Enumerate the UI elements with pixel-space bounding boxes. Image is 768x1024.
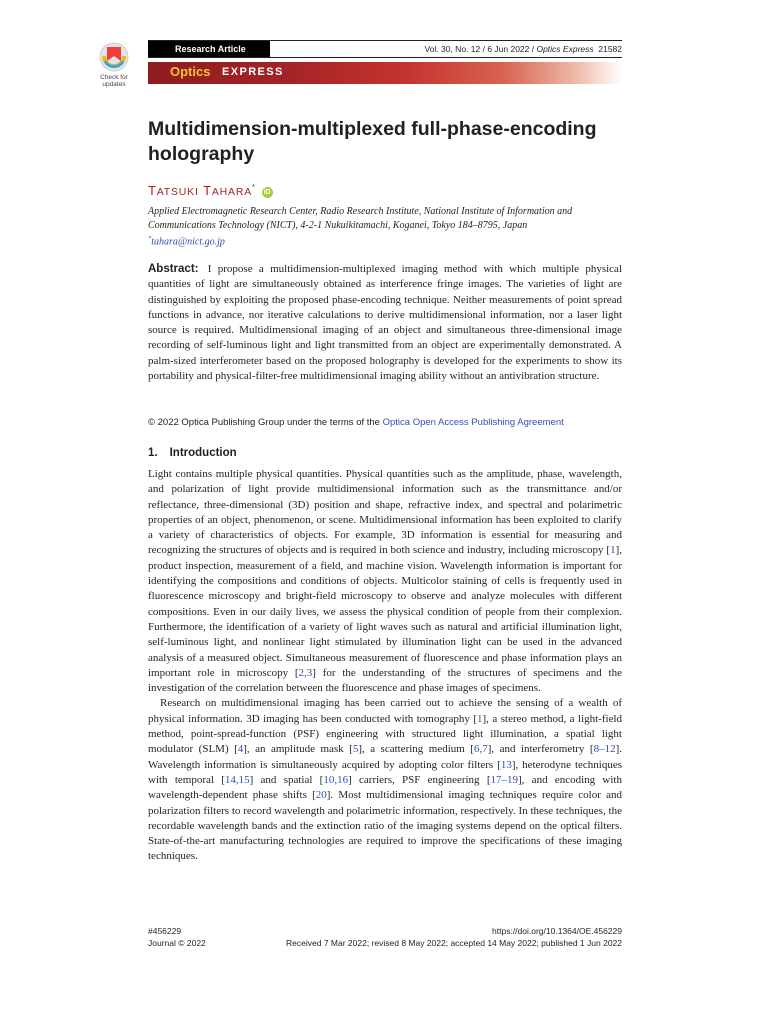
footer-row xyxy=(148,937,622,949)
open-access-agreement-link[interactable]: Optica Open Access Publishing Agreement xyxy=(382,417,564,428)
article-title: Multidimension-multiplexed full-phase-encoding holography xyxy=(148,118,597,165)
section-number: 1. xyxy=(148,447,158,459)
citation-link[interactable]: 1 xyxy=(610,544,616,557)
citation-journal: Optics Express xyxy=(536,44,594,54)
citation-link[interactable]: 2,3 xyxy=(298,666,313,679)
abstract-label: Abstract: xyxy=(148,263,199,275)
text-run: ]. Wavelength information is simultaneously acquired by adopting color filters [ xyxy=(148,743,623,771)
citation-link[interactable]: 10,16 xyxy=(323,773,349,786)
citation xyxy=(424,41,622,57)
citation-link[interactable]: 14,15 xyxy=(224,773,250,786)
text-run: ], and interferometry [ xyxy=(487,743,594,756)
citation-link[interactable]: 8–12 xyxy=(593,743,616,756)
paragraph xyxy=(148,696,622,864)
text-run: ], heterodyne techniques with temporal [ xyxy=(148,758,622,786)
citation-link[interactable]: 13 xyxy=(500,758,512,771)
crossmark-label: Check for updates xyxy=(100,74,128,88)
copyright-notice xyxy=(148,416,624,429)
doi-link[interactable]: https://doi.org/10.1364/OE.456229 xyxy=(492,926,622,936)
email-marker: * xyxy=(148,235,152,242)
text-run: Research on multidimensional imaging has been carried out to achieve the sensing of a wealth of physical information. 3D imaging has been conducted with tomography [ xyxy=(148,697,622,725)
text-run: ] carriers, PSF engineering [ xyxy=(348,773,491,786)
page-footer xyxy=(148,925,622,949)
orcid-icon[interactable]: iD xyxy=(263,189,271,196)
citation-link[interactable]: 1 xyxy=(477,712,483,725)
citation-volume: Vol. 30, No. 12 / 6 Jun 2022 / xyxy=(424,44,537,54)
text-run: ], an amplitude mask [ xyxy=(243,743,353,756)
abstract-text: I propose a multidimension-multiplexed imaging method with which multiple physical quantities of light are simultaneously obtained as interference fringe images. The varieties of light are distinguished by exploiting the proposed phase-encoding technique. Neither measurements of point spread functions in advance, nor iterative calculations to derive multidimensional information, nor a laser light source is required. Multidimensional imaging of an object and simultaneous three-dimensional image recording of self-luminous light and light transmitted from an object are experimentally demonstrated. A palm-sized interferometer based on the proposed holography is developed for the experiments to show its portability and physical-filter-free multidimensional imaging ability without an antivibration structure. xyxy=(148,263,622,383)
text-run: ], product inspection, measurement of a field, and machine vision. Wavelength information is important for identifying the compositions and conditions of objects. Multicolor staining of cells is frequently used in fluorescence microscopy and bright-field microscopy to observe and analyze molecules with different compositions. Even in our daily lives, we assess the physical condition of people from their complexion. Furthermore, the identification of a variety of light waves such as natural and artificial illumination light, self-luminous light, and nonlinear light stimulated by illumination light can be used in the advanced analysis of a measured object. Simultaneous measurement of fluorescence and phase information plays an important role in microscopy [ xyxy=(148,544,622,679)
journal-logo-banner xyxy=(148,62,622,84)
journal-logo-optics: Optics xyxy=(170,64,211,79)
email-link[interactable]: tahara@nict.go.jp xyxy=(151,236,225,248)
text-run: Light contains multiple physical quantities. Physical quantities such as the amplitude, phase, wavelength, and polarization of light provide multidimensional information such as the transmittance and/or reflectance, three-dimensional (3D) position and shape, refractive index, and spectral and polarimetric properties of an object, phenomenon, or scene. Multidimensional information has been exploited to clarify a variety of characteristics of objects. For example, 3D information is essential for measuring and recognizing the structures of objects and is required in both science and industry, including microscopy [ xyxy=(148,468,622,557)
text-run: ] for the understanding of the structures of specimens and the investigation of the correlation between the fluorescence and phase images of specimens. xyxy=(148,666,622,695)
author-marker: * xyxy=(252,184,256,191)
section-heading xyxy=(148,446,237,461)
author-last-initial: T xyxy=(203,183,212,198)
citation-link[interactable]: 5 xyxy=(352,743,359,756)
author-first-rest: ATSUKI xyxy=(156,186,199,198)
abstract xyxy=(148,262,622,384)
citation-link[interactable]: 6,7 xyxy=(473,743,488,756)
crossmark-icon xyxy=(91,40,137,74)
article-id: #456229 xyxy=(148,926,182,936)
check-for-updates-badge[interactable] xyxy=(91,40,137,94)
affiliation: Applied Electromagnetic Research Center, Radio Research Institute, National Institute of Information and Communications Technology (NICT), 4-2-1 Nukuikitamachi, Koganei, Tokyo 184–8795, Japan xyxy=(148,206,573,231)
text-run: ]. Most multidimensional imaging techniques require color and polarization filters to record wavelength and polarimetric information, respectively. In these techniques, the recordable wavelength bands and the extinction ratio of the imaging systems depend on the optical filters. State-of-the-art manufacturing technologies are required to improve the specifications of these imaging techniques. xyxy=(148,789,623,863)
author-name xyxy=(148,178,273,198)
section-title: Introduction xyxy=(169,447,237,459)
journal-logo-express: EXPRESS xyxy=(222,66,284,78)
text-run: ], a scattering medium [ xyxy=(358,743,474,756)
text-run: ], and encoding with wavelength-dependent phase shifts [ xyxy=(148,773,622,802)
author-last-rest: AHARA xyxy=(211,186,253,198)
footer-row xyxy=(148,925,622,937)
citation-link[interactable]: 20 xyxy=(315,789,327,802)
body-text xyxy=(148,467,622,865)
author-first-initial: T xyxy=(148,183,157,198)
corresponding-email[interactable] xyxy=(148,232,225,248)
citation-link[interactable]: 17–19 xyxy=(490,773,518,786)
copyright-text: © 2022 Optica Publishing Group under the terms of the xyxy=(148,417,383,428)
paragraph xyxy=(148,467,622,696)
citation-page: 21582 xyxy=(598,44,622,54)
running-header xyxy=(148,40,622,58)
publication-history: Received 7 Mar 2022; revised 8 May 2022; accepted 14 May 2022; published 1 Jun 2022 xyxy=(286,938,622,948)
citation-link[interactable]: 4 xyxy=(237,743,244,756)
text-run: ], a stereo method, a light-field method, point-spread-function (PSF) engineering with structured light illumination, a spatial light modulator (SLM) [ xyxy=(148,712,623,756)
article-type-label: Research Article xyxy=(148,41,270,57)
journal-copyright: Journal © 2022 xyxy=(148,938,206,948)
text-run: ] and spatial [ xyxy=(249,773,324,786)
